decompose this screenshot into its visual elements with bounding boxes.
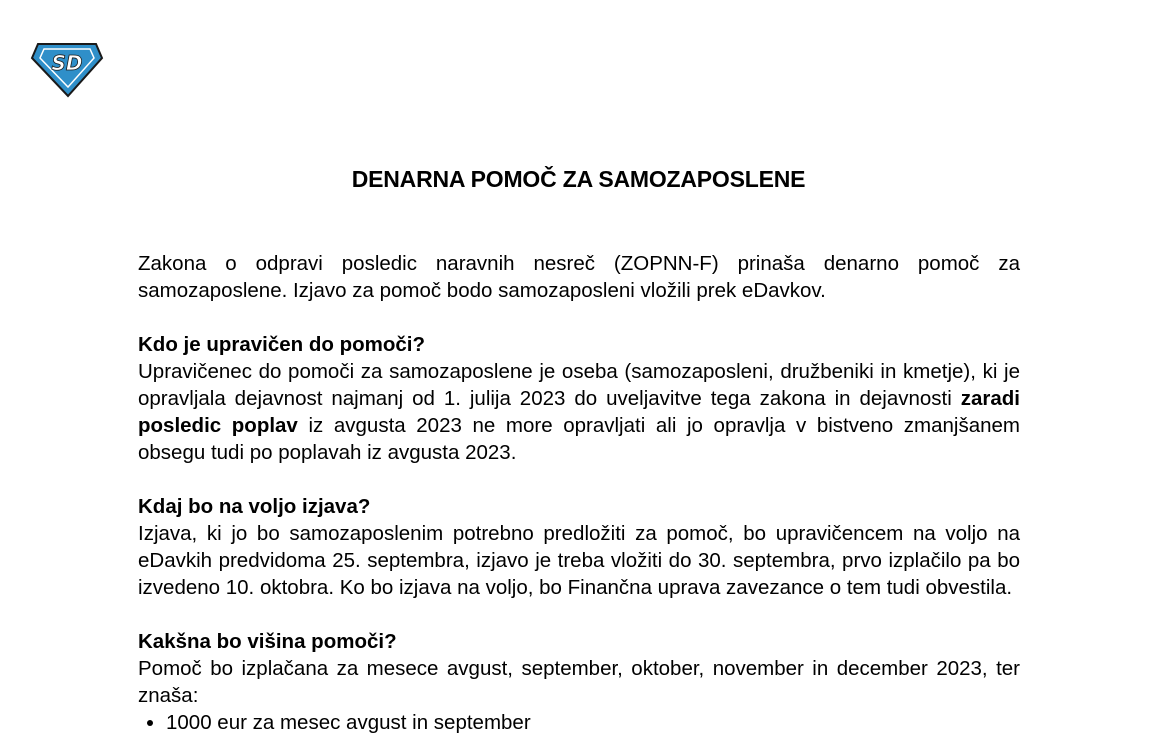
section-amount [138,628,1020,736]
section-heading: Kdo je upravičen do pomoči? [138,333,426,356]
section-availability [138,493,1020,601]
section-heading: Kdaj bo na voljo izjava? [138,495,371,518]
amount-list [138,709,1020,736]
section-paragraph: Pomoč bo izplačana za mesece avgust, september, oktober, november in december 2023, ter znaša: [138,657,1020,707]
document-body [138,250,1020,736]
document-title: DENARNA POMOČ ZA SAMOZAPOSLENE [351,166,806,192]
section-eligibility [138,331,1020,466]
list-item: • 1000 eur za mesec avgust in september [166,709,1020,736]
paragraph-bold-text: zaradi posledic poplav [138,387,1020,437]
paragraph-text: Upravičenec do pomoči za samozaposlene je oseba (samozaposleni, družbeniki in kmetje), ki je opravljala dejavnost najmanj od 1. julija 2023 do uveljavitve tega zakona in dejavnosti [138,360,1020,410]
section-heading: Kakšna bo višina pomoči? [138,630,397,653]
section-paragraph [138,358,1020,466]
intro-paragraph: Zakona o odpravi posledic naravnih nesreč (ZOPNN-F) prinaša denarno pomoč za samozaposlene. Izjavo za pomoč bodo samozaposleni vložili prek eDavkov. [138,252,1020,302]
logo-lettering: SD [51,51,83,75]
sd-logo-icon [30,40,104,100]
section-paragraph: Izjava, ki jo bo samozaposlenim potrebno predložiti za pomoč, bo upravičencem na voljo na eDavkih predvidoma 25. septembra, izjavo je treba vložiti do 30. septembra, prvo izplačilo pa bo izvedeno 10. oktobra. Ko bo izjava na voljo, bo Finančna uprava zavezance o tem tudi obvestila. [138,522,1020,599]
paragraph-text: iz avgusta 2023 ne more opravljati ali jo opravlja v bistveno zmanjšanem obsegu tudi po poplavah iz avgusta 2023. [138,414,1020,464]
